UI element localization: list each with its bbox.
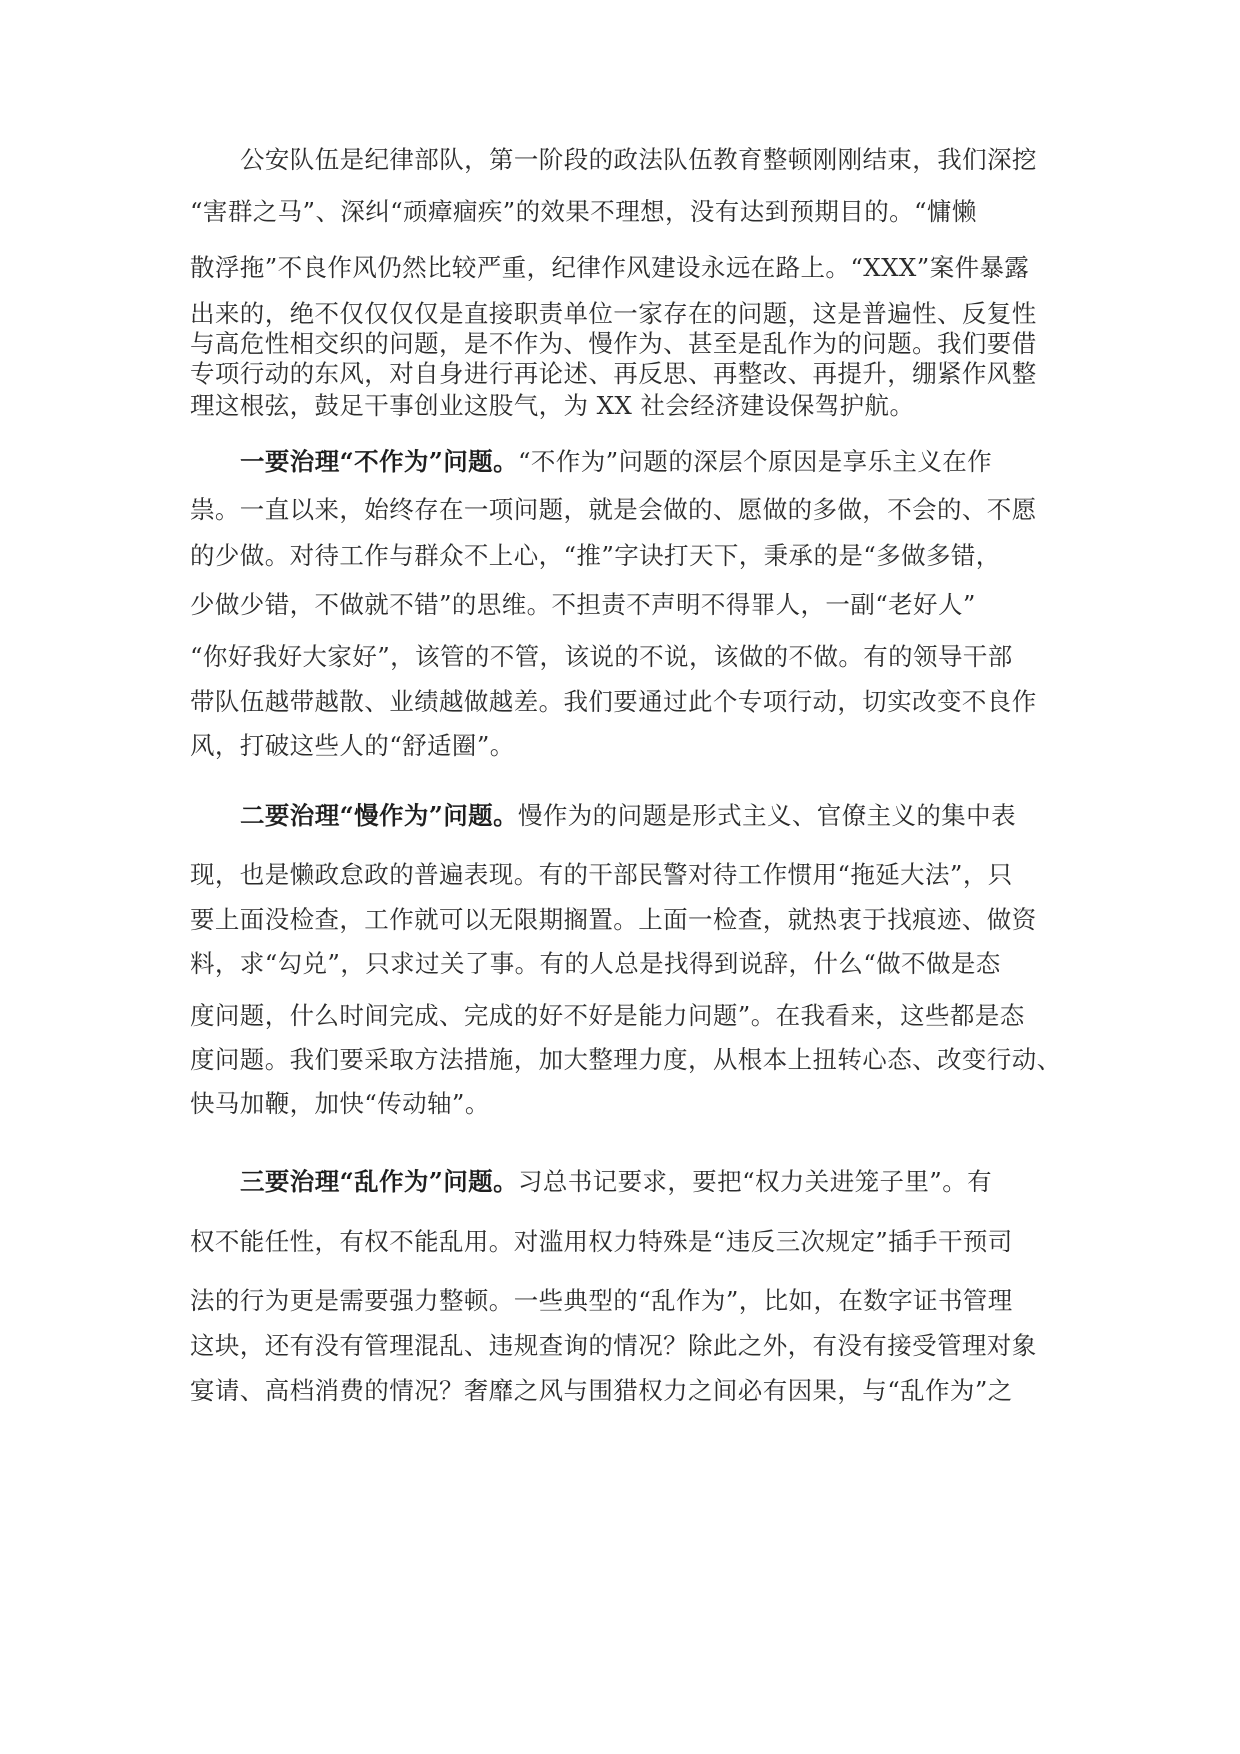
intro-line-2: “害群之马”、深纠“顽瘴痼疾”的效果不理想，没有达到预期目的。“慵懒 [190,197,977,226]
section3-line-5: 宴请、高档消费的情况？奢靡之风与围猎权力之间必有因果，与“乱作为”之 [190,1376,1013,1405]
section3-line-4: 这块，还有没有管理混乱、违规查询的情况？除此之外，有没有接受管理对象 [190,1331,1037,1360]
section3-first-line [240,1166,1060,1198]
section1-line-7: 风，打破这些人的“舒适圈”。 [190,731,515,760]
section2-line-6: 度问题。我们要采取方法措施，加大整理力度，从根本上扭转心态、改变行动、 [190,1045,1062,1074]
section2-line-4: 料，求“勾兑”，只求过关了事。有的人总是找得到说辞，什么“做不做是态 [190,949,1001,978]
section1-line-4: 少做少错，不做就不错”的思维。不担责不声明不得罪人，一副“老好人” [190,590,976,619]
section3-line-3: 法的行为更是需要强力整顿。一些典型的“乱作为”，比如，在数字证书管理 [190,1286,1013,1315]
section2-first-line-text: 慢作为的问题是形式主义、官僚主义的集中表 [517,801,1016,830]
section1-first-line [240,446,1060,478]
section1-line-6: 带队伍越带越散、业绩越做越差。我们要通过此个专项行动，切实改变不良作 [190,687,1037,716]
intro-line-6: 专项行动的东风，对自身进行再论述、再反思、再整改、再提升，绷紧作风整 [190,359,1037,388]
section2-line-2: 现，也是懒政怠政的普遍表现。有的干部民警对待工作惯用“拖延大法”，只 [190,860,1013,889]
section1-line-5: “你好我好大家好”，该管的不管，该说的不说，该做的不做。有的领导干部 [190,642,1013,671]
section1-line-2: 祟。一直以来，始终存在一项问题，就是会做的、愿做的多做，不会的、不愿 [190,495,1037,524]
section2-first-line [240,800,1060,832]
section3-first-line-text: 习总书记要求，要把“权力关进笼子里”。有 [517,1167,993,1196]
intro-line-4: 出来的，绝不仅仅仅仅是直接职责单位一家存在的问题，这是普遍性、反复性 [190,299,1037,328]
section2-line-3: 要上面没检查，工作就可以无限期搁置。上面一检查，就热衷于找痕迹、做资 [190,905,1037,934]
section1-first-line-text: “不作为”问题的深层个原因是享乐主义在作 [517,447,993,476]
section3-line-2: 权不能任性，有权不能乱用。对滥用权力特殊是“违反三次规定”插手干预司 [190,1227,1013,1256]
intro-line-7: 理这根弦，鼓足干事创业这股气，为 XX 社会经济建设保驾护航。 [190,391,915,420]
section2-heading: 二要治理“慢作为”问题。 [240,801,518,830]
section2-line-5: 度问题，什么时间完成、完成的好不好是能力问题”。在我看来，这些都是态 [190,1001,1025,1030]
section1-line-3: 的少做。对待工作与群众不上心，“推”字诀打天下，秉承的是“多做多错， [190,541,1001,570]
intro-line-1: 公安队伍是纪律部队，第一阶段的政法队伍教育整顿刚刚结束，我们深挖 [240,145,1037,174]
intro-line-3: 散浮拖”不良作风仍然比较严重，纪律作风建设永远在路上。“XXX”案件暴露 [190,253,1030,282]
section1-heading: 一要治理“不作为”问题。 [240,447,518,476]
section2-line-7: 快马加鞭，加快“传动轴”。 [190,1089,490,1118]
intro-line-5: 与高危性相交织的问题，是不作为、慢作为、甚至是乱作为的问题。我们要借 [190,329,1037,358]
section3-heading: 三要治理“乱作为”问题。 [240,1167,518,1196]
